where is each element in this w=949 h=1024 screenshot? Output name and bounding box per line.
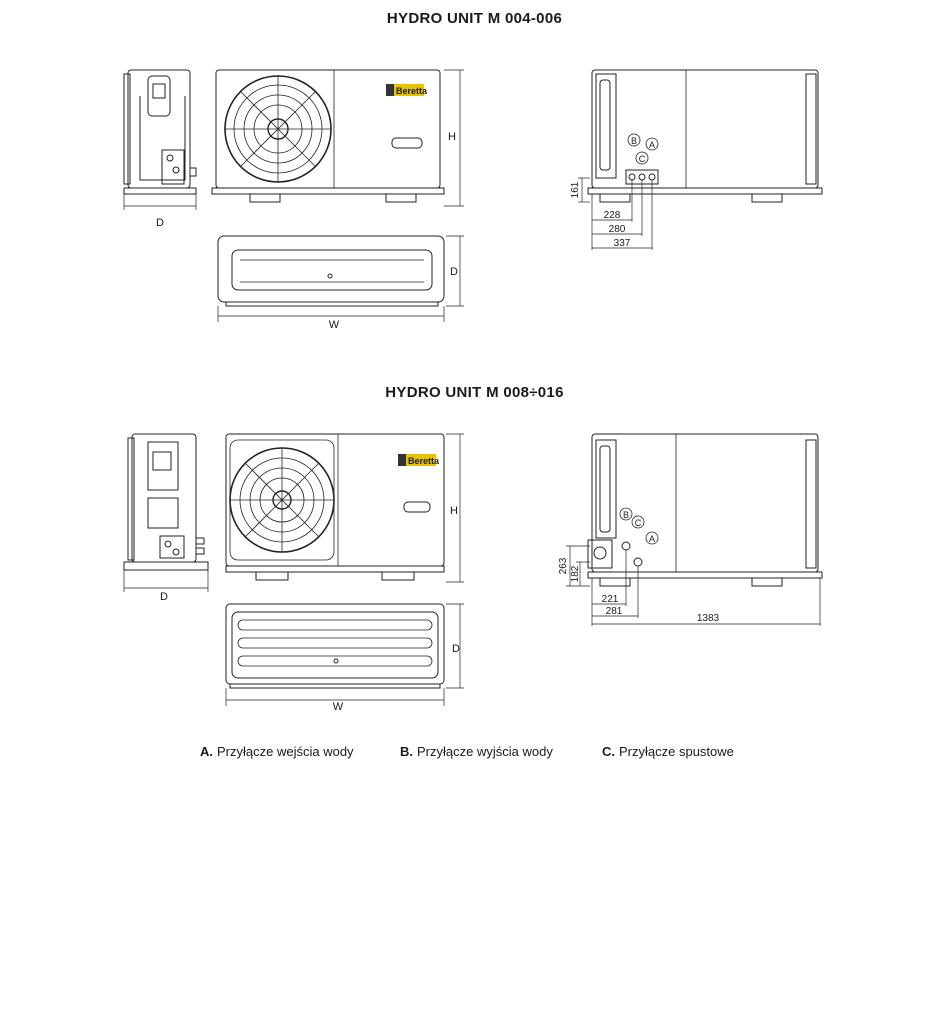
fan-spokes	[225, 76, 331, 182]
legend-text-b: Przyłącze wyjścia wody	[417, 744, 553, 759]
side-handle	[148, 76, 170, 116]
top2-body	[226, 604, 444, 684]
side2-base	[124, 562, 208, 570]
side-view-004-006	[124, 70, 196, 229]
dim2-281-label: 281	[605, 606, 623, 617]
rear-foot-right	[752, 194, 782, 202]
rear-port-2	[639, 174, 645, 180]
dim2-263-label: 263	[558, 557, 569, 575]
dim-d2-label: D	[450, 266, 458, 278]
top2-center-mark	[334, 659, 338, 663]
legend-item-a	[200, 744, 354, 759]
top-grille-outline	[232, 250, 432, 290]
top2-grille-outline	[232, 612, 438, 678]
legend-letter-b: B.	[400, 744, 413, 759]
dim2-1383-label: 1383	[696, 613, 720, 624]
dim-337-label: 337	[613, 238, 631, 249]
rear2-left-panel	[596, 440, 616, 538]
front-base	[212, 188, 444, 194]
callout-a-label: A	[648, 140, 656, 150]
front-view-008-016	[226, 434, 464, 582]
section-title-008-016: HYDRO UNIT M 008÷016	[385, 384, 564, 401]
rear-base	[588, 188, 822, 194]
top-base-strip	[226, 302, 438, 306]
rear2-foot-left	[600, 578, 630, 586]
dim-280-label: 280	[608, 224, 626, 235]
dim2-w-label: W	[332, 701, 344, 713]
rear2-pump-port	[594, 547, 606, 559]
side2-port-2	[173, 549, 179, 555]
side2-pipe-stub-1	[196, 538, 204, 544]
side2-handle-recess	[153, 452, 171, 470]
brand2-text: Beretta	[408, 456, 440, 466]
side-connection-panel	[162, 150, 184, 184]
front-view-004-006	[212, 70, 464, 206]
brand-text: Beretta	[396, 86, 428, 96]
front2-foot-left	[256, 572, 288, 580]
callout2-a-label: A	[648, 534, 656, 544]
top-body	[218, 236, 444, 302]
rear-left-panel	[596, 74, 616, 178]
brand-badge-mark	[386, 84, 394, 96]
front2-handle	[404, 502, 430, 512]
front-handle	[392, 138, 422, 148]
top2-base-strip	[230, 684, 440, 688]
front2-base	[226, 566, 444, 572]
rear-view-008-016	[558, 434, 822, 626]
rear2-foot-right	[752, 578, 782, 586]
top-center-mark	[328, 274, 332, 278]
side-handle-recess	[153, 84, 165, 98]
rear2-left-recess	[600, 446, 610, 532]
callout2-b-label: B	[622, 510, 630, 520]
legend-item-c	[602, 744, 734, 759]
fan2-spokes	[230, 448, 334, 552]
side-port-2	[173, 167, 179, 173]
side-port-1	[167, 155, 173, 161]
side2-lower-panel	[148, 498, 178, 528]
side2-connection-panel	[160, 536, 184, 558]
legend-text-a: Przyłącze wejścia wody	[217, 744, 354, 759]
rear2-port-1	[622, 542, 630, 550]
side2-port-1	[165, 541, 171, 547]
dim2-d2-label: D	[452, 643, 460, 655]
dim-161-label: 161	[570, 181, 581, 199]
dim2-221-label: 221	[601, 594, 619, 605]
top2-slat-1	[238, 620, 432, 630]
front-foot-right	[386, 194, 416, 202]
rear-left-recess	[600, 80, 610, 170]
side2-rear-fins	[128, 438, 134, 560]
side2-pipe-stub-2	[196, 548, 204, 554]
callout-b-label: B	[630, 136, 638, 146]
top2-slat-3	[238, 656, 432, 666]
front-foot-left	[250, 194, 280, 202]
dim-w-label: W	[328, 319, 340, 331]
side-pipe-stub	[190, 168, 196, 176]
rear-port-1	[629, 174, 635, 180]
legend-item-b	[400, 744, 553, 759]
rear2-base	[588, 572, 822, 578]
rear-view-004-006	[570, 70, 822, 250]
legend-letter-a: A.	[200, 744, 213, 759]
legend-text-c: Przyłącze spustowe	[619, 744, 734, 759]
dim-d-label: D	[156, 217, 164, 229]
dim2-182-label: 182	[570, 565, 581, 583]
top2-slat-2	[238, 638, 432, 648]
side-rear-fins	[124, 74, 130, 184]
top-view-008-016	[226, 604, 464, 713]
callout-c-label: C	[638, 154, 646, 164]
side-base	[124, 188, 196, 194]
rear2-right-fins	[806, 440, 816, 568]
dim-228-label: 228	[603, 210, 621, 221]
rear-right-fins	[806, 74, 816, 184]
legend-letter-c: C.	[602, 744, 615, 759]
section-title-004-006: HYDRO UNIT M 004-006	[386, 10, 563, 27]
side-view-008-016	[124, 434, 208, 603]
rear2-port-2	[634, 558, 642, 566]
dim2-d-label: D	[160, 591, 168, 603]
brand2-badge-mark	[398, 454, 406, 466]
front2-foot-right	[382, 572, 414, 580]
rear-foot-left	[600, 194, 630, 202]
side-body	[128, 70, 190, 188]
callout2-c-label: C	[634, 518, 642, 528]
top-view-004-006	[218, 236, 464, 331]
dim-h-label: H	[448, 131, 456, 143]
dim2-h-label: H	[450, 505, 458, 517]
rear-port-3	[649, 174, 655, 180]
